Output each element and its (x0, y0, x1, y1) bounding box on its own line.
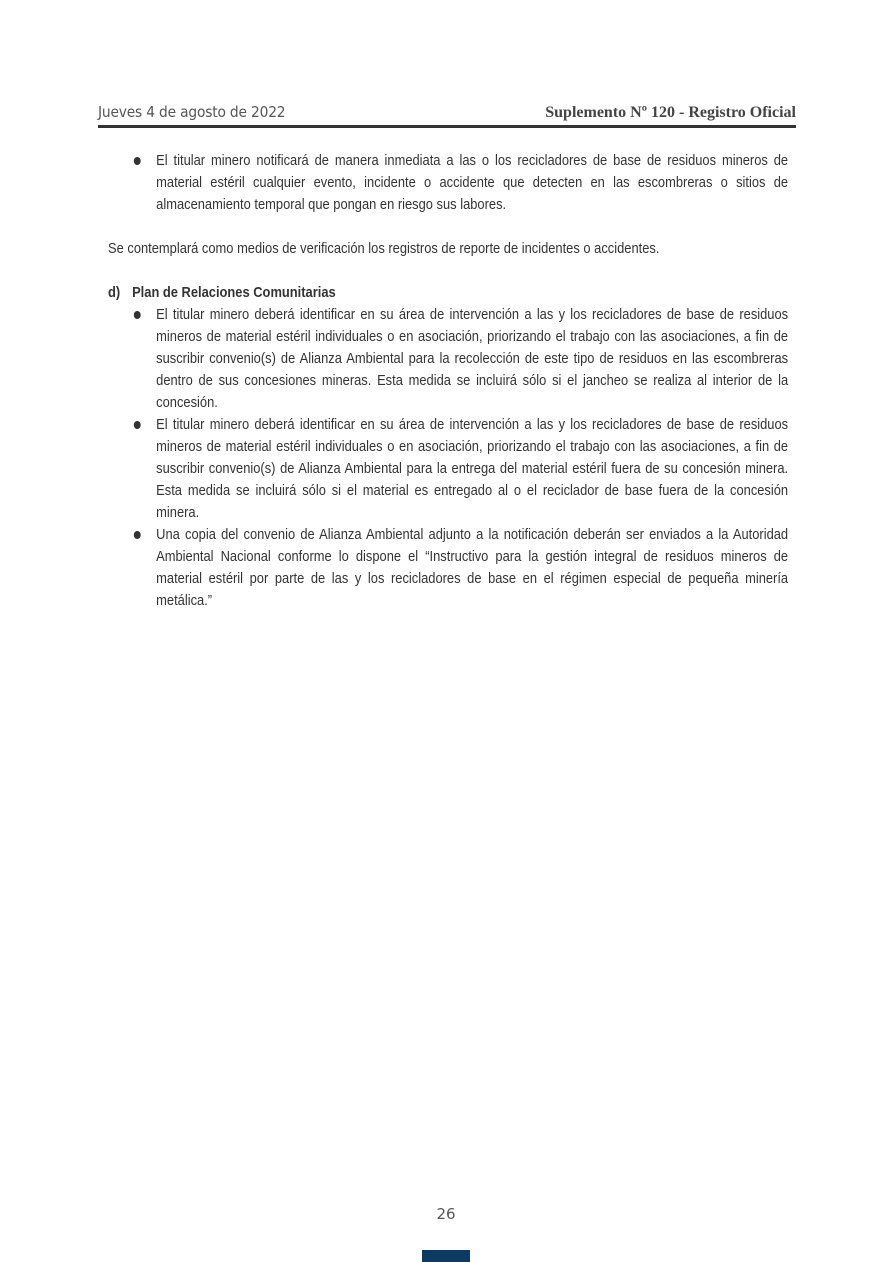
top-bullet-list (108, 150, 788, 216)
page-header (98, 103, 796, 125)
bullet-icon (134, 531, 141, 539)
bullet-icon (134, 421, 141, 429)
document-body (108, 150, 788, 612)
section-bullet-list (108, 304, 788, 612)
list-item (108, 414, 788, 524)
section-letter: d) (108, 284, 121, 301)
bullet-text: El titular minero deberá identificar en su área de intervención a las y los recicladores de base de residuos mineros de material estéril individuales o en asociación, priorizando el trabajo con las asociaciones, a fin de suscribir convenio(s) de Alianza Ambiental para la recolección de este tipo de residuos en las escombreras dentro de sus concesiones mineras. Esta medida se incluirá sólo si el jancheo se realiza al interior de la concesión. (156, 306, 789, 411)
bullet-text: El titular minero notificará de manera inmediata a las o los recicladores de base de residuos mineros de material estéril cualquier evento, incidente o accidente que detecten en las escombreras o sitios de almacenamiento temporal que pongan en riesgo sus labores. (156, 152, 789, 213)
header-date: Jueves 4 de agosto de 2022 (98, 103, 286, 121)
section-title: Plan de Relaciones Comunitarias (132, 284, 336, 301)
bullet-text: El titular minero deberá identificar en su área de intervención a las y los recicladores de base de residuos mineros de material estéril individuales o en asociación, priorizando el trabajo con las asociaciones, a fin de suscribir convenio(s) de Alianza Ambiental para la entrega del material estéril fuera de su concesión minera. Esta medida se incluirá sólo si el material es entregado al o el reciclador de base fuera de la concesión minera. (156, 416, 789, 521)
list-item (108, 304, 788, 414)
bullet-text: Una copia del convenio de Alianza Ambiental adjunto a la notificación deberán ser enviados a la Autoridad Ambiental Nacional conforme lo dispone el “Instructivo para la gestión integral de residuos mineros de material estéril por parte de las y los recicladores de base en el régimen especial de pequeña minería metálica.” (156, 526, 789, 609)
page-number: 26 (436, 1205, 456, 1223)
bullet-icon (134, 157, 141, 165)
text-block (108, 150, 788, 612)
verification-paragraph: Se contemplará como medios de verificación los registros de reporte de incidentes o accidentes. (108, 240, 660, 257)
footer-bar (422, 1250, 470, 1262)
header-rule (98, 125, 796, 128)
list-item (108, 150, 788, 216)
bullet-icon (134, 311, 141, 319)
list-item (108, 524, 788, 612)
section-heading (108, 282, 788, 304)
header-publication: Suplemento Nº 120 - Registro Oficial (545, 104, 796, 121)
